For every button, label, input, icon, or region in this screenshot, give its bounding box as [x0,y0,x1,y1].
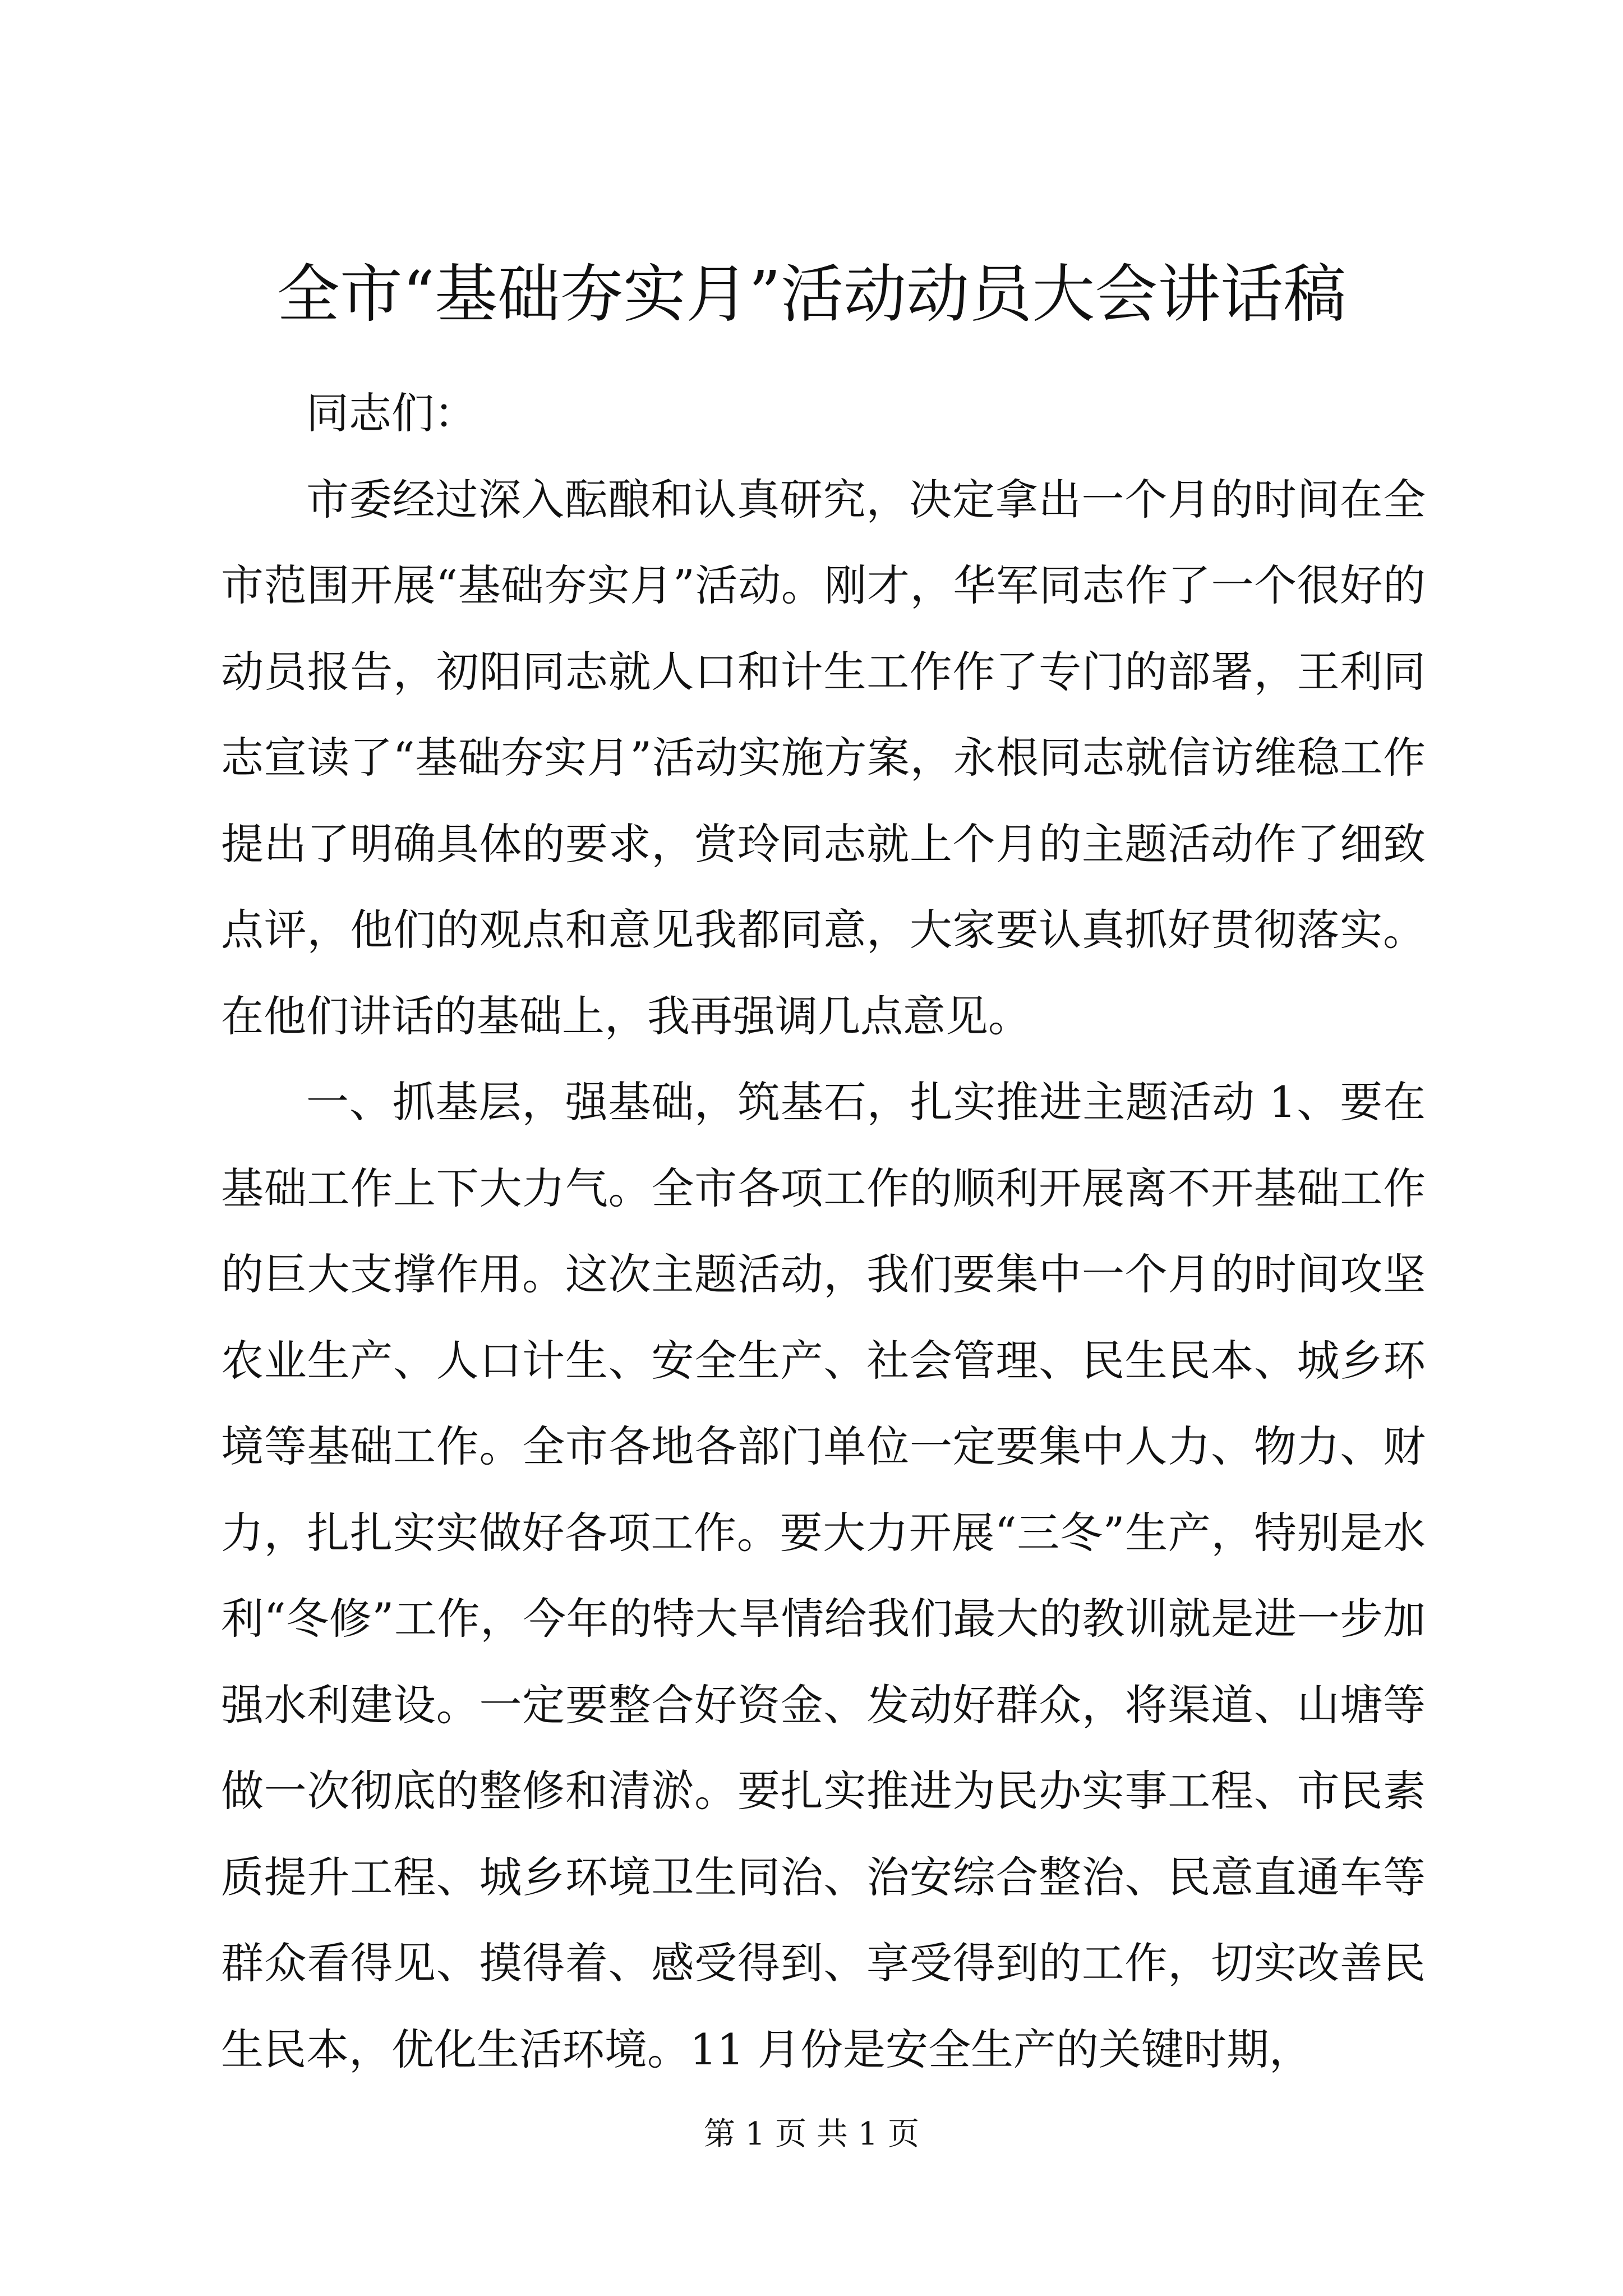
page-footer: 第 1 页 共 1 页 [703,2116,920,2152]
paragraph-2: 一、抓基层，强基础，筑基石，扎实推进主题活动 1、要在基础工作上下大力气。全市各项工作的顺利开展离不开基础工作的巨大支撑作用。这次主题活动，我们要集中一个月的时间攻坚农业生产、人口计生、安全生产、社会管理、民生民本、城乡环境等基础工作。全市各地各部门单位一定要集中人力、物力、财力，扎扎实实做好各项工作。要大力开展“三冬”生产，特别是水利“冬修”工作，今年的特大旱情给我们最大的教训就是进一步加强水利建设。一定要整合好资金、发动好群众，将渠道、山塘等做一次彻底的整修和清淤。要扎实推进为民办实事工程、市民素质提升工程、城乡环境卫生同治、治安综合整治、民意直通车等群众看得见、摸得着、感受得到、享受得到的工作，切实改善民生民本，优化生活环境。11 月份是安全生产的关键时期， [221,1077,1426,2074]
salutation: 同志们： [306,388,477,438]
document-title: 全市“基础夯实月”活动动员大会讲话稿 [276,258,1347,331]
paragraph-1: 市委经过深入酝酿和认真研究，决定拿出一个月的时间在全市范围开展“基础夯实月”活动。刚才，华军同志作了一个很好的动员报告，初阳同志就人口和计生工作作了专门的部署，王利同志宣读了“基础夯实月”活动实施方案，永根同志就信访维稳工作提出了明确具体的要求，赏玲同志就上个月的主题活动作了细致点评，他们的观点和意见我都同意，大家要认真抓好贯彻落实。在他们讲话的基础上，我再强调几点意见。 [221,474,1426,1041]
document-body [221,370,1426,2092]
